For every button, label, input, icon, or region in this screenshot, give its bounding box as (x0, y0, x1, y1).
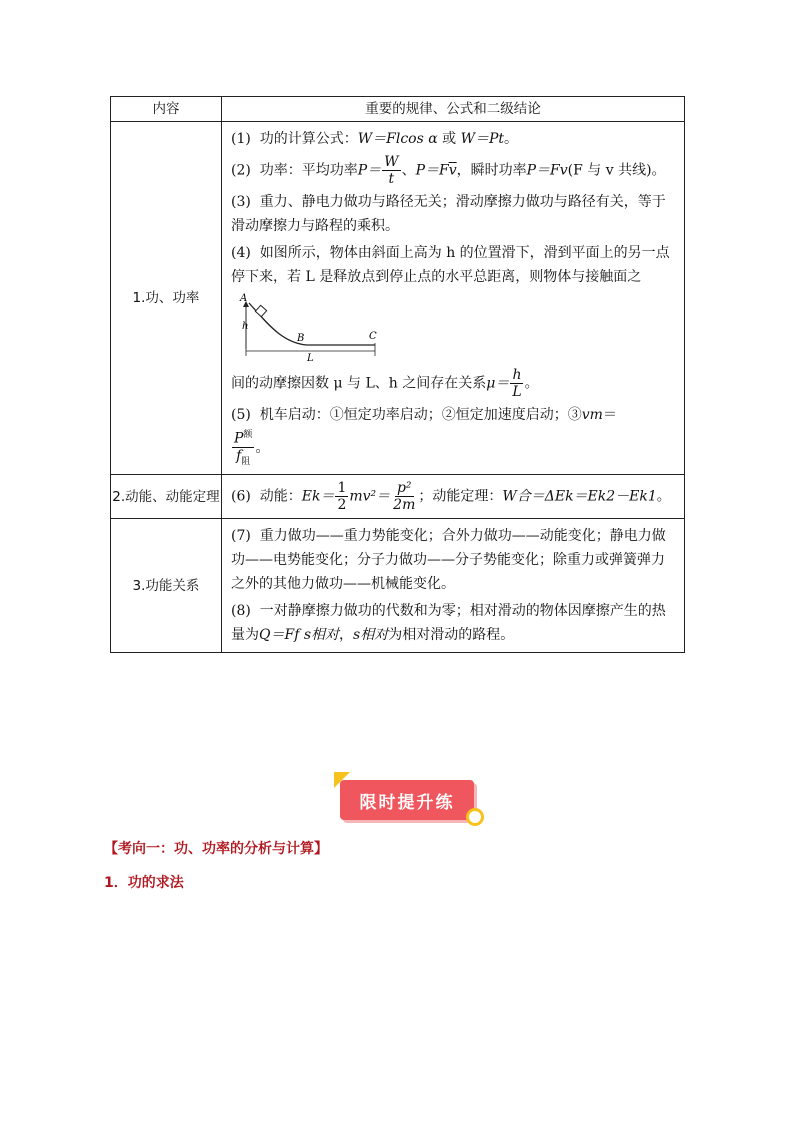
incline-diagram (237, 293, 387, 363)
row-label-kinetic-energy: 2.动能、动能定理 (111, 475, 222, 519)
label-b: B (297, 333, 305, 344)
item-4: (4) 如图所示，物体由斜面上高为 h 的位置滑下，滑到平面上的另一点停下来，若 L 是释放点到停止点的水平总距离，则物体与接触面之 (231, 245, 670, 285)
item-5: (5) 机车启动：①恒定功率启动；②恒定加速度启动；③vm＝ $\frac{P^额}{f_阻}$ 。 (231, 403, 678, 469)
badge-ring-decoration (466, 808, 484, 826)
badge-label: 限时提升练 (340, 780, 474, 820)
item-6: (6) 动能：Ek＝ $\frac{1}{2}$ mv²＝ $\frac{\text{p²}}{2m}$ ；动能定理：W合＝ΔEk＝Ek2－Ek1。 (231, 480, 671, 514)
section-heading: 【考向一：功、功率的分析与计算】 (104, 841, 328, 857)
row-content-work-energy (222, 519, 685, 653)
label-l: L (307, 353, 314, 363)
fraction-p2-over-2m: $\frac{\text{p²}}{2m}$ (393, 480, 416, 514)
header-content: 内容 (111, 97, 222, 122)
fraction-h-over-l: $\frac{h}{L}$ (512, 367, 522, 400)
table-row (111, 475, 685, 519)
item-1: (1) 功的计算公式：W＝Flcos α 或 W＝Pt。 (231, 131, 519, 147)
table-row (111, 122, 685, 475)
table-header-row (111, 97, 685, 122)
row-label-work-energy: 3.功能关系 (111, 519, 222, 653)
badge-corner-decoration (334, 772, 350, 788)
item-2: (2) 功率：平均功率P＝ $\frac{W}{t}$ 、$P=F\overline{v}$，瞬时功率P＝Fv(F 与 v 共线)。 (231, 154, 666, 187)
item-4-continued: 间的动摩擦因数 μ 与 L、h 之间存在关系μ＝ $\frac{h}{L}$ 。 (231, 367, 539, 400)
item-8: (8) 一对静摩擦力做功的代数和为零；相对滑动的物体因摩擦产生的热量为Q＝Ff s相对，s相对为相对滑动的路程。 (231, 603, 666, 644)
table-row (111, 519, 685, 653)
sliding-block (255, 305, 266, 316)
item-3: (3) 重力、静电力做功与路径无关；滑动摩擦力做功与路径有关，等于滑动摩擦力与路程的乘积。 (231, 194, 666, 234)
label-h: h (242, 321, 249, 332)
row-label-work-power: 1.功、功率 (111, 122, 222, 475)
subsection-heading: 1．功的求法 (104, 875, 184, 891)
fraction-one-half: $\frac{1}{2}$ (337, 480, 347, 514)
label-a: A (240, 293, 248, 304)
fraction-p-over-f: $\frac{P^额}{f_阻}$ (232, 427, 254, 469)
row-content-work-power (222, 122, 685, 475)
practice-badge (334, 772, 486, 828)
header-rules: 重要的规律、公式和二级结论 (222, 97, 685, 122)
item-7: (7) 重力做功——重力势能变化；合外力做功——动能变化；静电力做功——电势能变化；分子力做功——分子势能变化；除重力或弹簧弹力之外的其他力做功——机械能变化。 (231, 528, 666, 593)
knowledge-table (110, 96, 685, 653)
label-c: C (369, 331, 377, 342)
fraction-w-over-t: $\frac{W}{t}$ (384, 154, 399, 187)
row-content-kinetic-energy (222, 475, 685, 519)
average-velocity: $\overline{v}$ (448, 162, 457, 179)
slope-surface (249, 303, 375, 345)
